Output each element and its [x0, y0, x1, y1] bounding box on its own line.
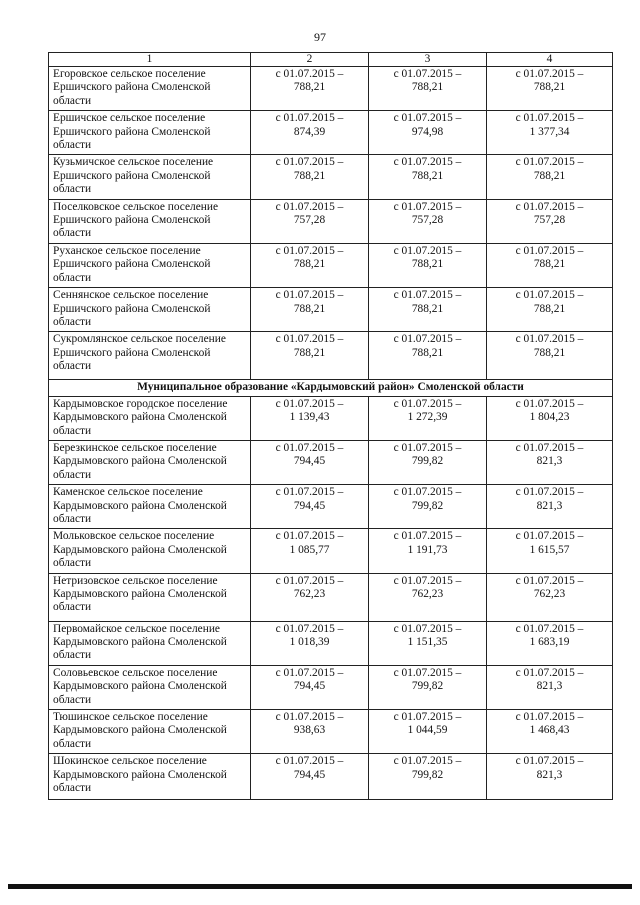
header-col-4: 4: [487, 53, 613, 67]
table-row: [49, 243, 613, 287]
tariff-cell-col-3: [369, 665, 487, 709]
tariff-value: 1 151,35: [407, 636, 448, 648]
settlement-name: Сукромлянское сельское поселение Ершичского района Смоленской области: [49, 332, 251, 380]
table-row: [49, 440, 613, 484]
table-row: [49, 529, 613, 573]
tariff-value: 1 272,39: [407, 411, 448, 424]
tariff-cell-col-4: [487, 199, 613, 243]
tariff-date: с 01.07.2015 –: [393, 333, 462, 346]
table-row: [49, 485, 613, 529]
tariff-value: 788,21: [411, 169, 444, 182]
tariff-value: 757,28: [533, 214, 566, 227]
tariff-cell-col-2: [251, 754, 369, 800]
tariff-value: 788,21: [293, 302, 326, 315]
tariff-cell-col-4: [487, 529, 613, 573]
tariff-value: 757,28: [411, 214, 444, 227]
tariff-date: с 01.07.2015 –: [275, 574, 344, 587]
tariff-cell-col-3: [369, 111, 487, 155]
tariff-value: 799,82: [411, 455, 444, 468]
tariff-cell-col-4: [487, 573, 613, 621]
settlement-name: Руханское сельское поселение Ершичского района Смоленской области: [49, 243, 251, 287]
tariff-cell-col-2: [251, 243, 369, 287]
table-row: [49, 155, 613, 199]
table-row: [49, 199, 613, 243]
tariff-date: с 01.07.2015 –: [393, 622, 462, 635]
tariff-value: 938,63: [293, 724, 326, 737]
settlement-name: Ершичское сельское поселение Ершичского района Смоленской области: [49, 111, 251, 155]
tariff-cell-col-3: [369, 396, 487, 440]
tariff-date: с 01.07.2015 –: [275, 68, 344, 80]
tariff-cell-col-3: [369, 332, 487, 380]
tariff-cell-col-4: [487, 155, 613, 199]
tariff-cell-col-4: [487, 111, 613, 155]
tariff-cell-col-4: [487, 67, 613, 111]
tariff-date: с 01.07.2015 –: [515, 68, 584, 80]
tariff-date: с 01.07.2015 –: [275, 333, 344, 346]
tariff-date: с 01.07.2015 –: [515, 333, 584, 346]
settlement-name: Березкинское сельское поселение Кардымовского района Смоленской области: [49, 440, 251, 484]
header-row: [49, 53, 613, 67]
tariff-value: 788,21: [411, 81, 444, 94]
tariff-value: 788,21: [293, 169, 326, 182]
header-col-1: 1: [49, 53, 251, 67]
tariff-cell-col-4: [487, 665, 613, 709]
tariff-value: 788,21: [533, 169, 566, 182]
tariff-value: 794,45: [293, 455, 326, 468]
tariff-date: с 01.07.2015 –: [275, 666, 344, 679]
tariff-cell-col-4: [487, 440, 613, 484]
tariff-value: 1 377,34: [529, 125, 570, 138]
tariff-date: с 01.07.2015 –: [393, 441, 462, 454]
tariff-cell-col-2: [251, 529, 369, 573]
tariff-value: 1 683,19: [529, 636, 570, 648]
tariff-value: 788,21: [533, 81, 566, 94]
tariff-cell-col-2: [251, 710, 369, 754]
tariff-date: с 01.07.2015 –: [275, 530, 344, 543]
tariff-date: с 01.07.2015 –: [393, 200, 462, 213]
tariff-value: 1 085,77: [289, 543, 330, 556]
table-row: [49, 67, 613, 111]
tariff-value: 788,21: [293, 81, 326, 94]
tariff-date: с 01.07.2015 –: [515, 486, 584, 499]
tariff-date: с 01.07.2015 –: [515, 755, 584, 768]
tariff-date: с 01.07.2015 –: [275, 711, 344, 724]
tariff-cell-col-3: [369, 573, 487, 621]
tariff-cell-col-2: [251, 288, 369, 332]
tariff-date: с 01.07.2015 –: [275, 200, 344, 213]
table-row: [49, 665, 613, 709]
tariff-cell-col-2: [251, 111, 369, 155]
tariff-value: 1 804,23: [529, 411, 570, 424]
tariff-value: 788,21: [533, 302, 566, 315]
settlement-name: Мольковское сельское поселение Кардымовского района Смоленской области: [49, 529, 251, 573]
tariff-date: с 01.07.2015 –: [515, 622, 584, 635]
tariff-date: с 01.07.2015 –: [393, 574, 462, 587]
tariff-cell-col-2: [251, 199, 369, 243]
tariff-date: с 01.07.2015 –: [515, 156, 584, 169]
tariff-cell-col-4: [487, 754, 613, 800]
settlement-name: Первомайское сельское поселение Кардымовского района Смоленской области: [49, 621, 251, 665]
tariff-value: 794,45: [293, 768, 326, 781]
tariff-date: с 01.07.2015 –: [515, 666, 584, 679]
settlement-name: Каменское сельское поселение Кардымовского района Смоленской области: [49, 485, 251, 529]
table-row: [49, 396, 613, 440]
tariff-value: 874,39: [293, 125, 326, 138]
tariff-cell-col-2: [251, 396, 369, 440]
bottom-rule: [8, 884, 632, 889]
tariff-date: с 01.07.2015 –: [515, 530, 584, 543]
tariff-date: с 01.07.2015 –: [393, 530, 462, 543]
tariff-date: с 01.07.2015 –: [515, 244, 584, 257]
table-row: [49, 111, 613, 155]
tariff-value: 1 468,43: [529, 724, 570, 737]
tariff-value: 788,21: [411, 302, 444, 315]
tariff-date: с 01.07.2015 –: [393, 289, 462, 302]
tariff-date: с 01.07.2015 –: [393, 112, 462, 125]
tariff-cell-col-3: [369, 67, 487, 111]
tariff-value: 821,3: [536, 680, 563, 693]
tariff-cell-col-3: [369, 485, 487, 529]
tariff-date: с 01.07.2015 –: [393, 68, 462, 80]
table-row: [49, 332, 613, 380]
tariff-value: 788,21: [533, 258, 566, 271]
tariff-date: с 01.07.2015 –: [275, 244, 344, 257]
tariff-value: 821,3: [536, 768, 563, 781]
tariff-value: 1 615,57: [529, 543, 570, 556]
settlement-name: Нетризовское сельское поселение Кардымовского района Смоленской области: [49, 573, 251, 621]
table-row: [49, 288, 613, 332]
tariff-cell-col-2: [251, 332, 369, 380]
tariff-cell-col-4: [487, 288, 613, 332]
tariff-date: с 01.07.2015 –: [275, 156, 344, 169]
tariff-cell-col-2: [251, 621, 369, 665]
tariff-cell-col-3: [369, 621, 487, 665]
tariff-value: 788,21: [533, 346, 566, 359]
tariff-value: 788,21: [411, 258, 444, 271]
tariff-cell-col-3: [369, 710, 487, 754]
tariff-cell-col-2: [251, 665, 369, 709]
settlement-name: Сеннянское сельское поселение Ершичского района Смоленской области: [49, 288, 251, 332]
tariff-date: с 01.07.2015 –: [393, 666, 462, 679]
tariff-date: с 01.07.2015 –: [515, 574, 584, 587]
tariff-value: 788,21: [411, 346, 444, 359]
tariff-value: 794,45: [293, 499, 326, 512]
tariff-cell-col-4: [487, 485, 613, 529]
tariff-value: 794,45: [293, 680, 326, 693]
tariff-date: с 01.07.2015 –: [515, 112, 584, 125]
tariff-cell-col-3: [369, 288, 487, 332]
tariff-value: 821,3: [536, 455, 563, 468]
tariff-value: 762,23: [293, 588, 326, 600]
tariff-value: 1 018,39: [289, 636, 330, 648]
table-row: [49, 573, 613, 621]
tariff-value: 821,3: [536, 499, 563, 512]
tariff-value: 788,21: [293, 258, 326, 271]
tariff-value: 762,23: [411, 588, 444, 600]
tariff-value: 1 191,73: [407, 543, 448, 556]
tariff-date: с 01.07.2015 –: [393, 244, 462, 257]
tariff-cell-col-2: [251, 155, 369, 199]
tariff-cell-col-3: [369, 199, 487, 243]
tariff-cell-col-3: [369, 243, 487, 287]
tariff-value: 799,82: [411, 680, 444, 693]
tariff-value: 762,23: [533, 588, 566, 600]
section-header-row: [49, 380, 613, 396]
tariff-cell-col-2: [251, 485, 369, 529]
tariff-date: с 01.07.2015 –: [393, 755, 462, 768]
tariff-date: с 01.07.2015 –: [393, 156, 462, 169]
tariff-value: 1 044,59: [407, 724, 448, 737]
tariff-value: 757,28: [293, 214, 326, 227]
tariff-cell-col-4: [487, 621, 613, 665]
tariff-date: с 01.07.2015 –: [275, 441, 344, 454]
tariff-cell-col-4: [487, 332, 613, 380]
settlement-name: Кардымовское городское поселение Кардымовского района Смоленской области: [49, 396, 251, 440]
settlement-name: Кузьмичское сельское поселение Ершичского района Смоленской области: [49, 155, 251, 199]
settlement-name: Соловьевское сельское поселение Кардымовского района Смоленской области: [49, 665, 251, 709]
settlement-name: Поселковское сельское поселение Ершичского района Смоленской области: [49, 199, 251, 243]
tariff-value: 799,82: [411, 768, 444, 781]
tariff-date: с 01.07.2015 –: [275, 755, 344, 768]
tariff-date: с 01.07.2015 –: [515, 711, 584, 724]
tariff-date: с 01.07.2015 –: [275, 112, 344, 125]
tariff-value: 1 139,43: [289, 411, 330, 424]
tariff-cell-col-3: [369, 440, 487, 484]
header-col-2: 2: [251, 53, 369, 67]
tariff-date: с 01.07.2015 –: [393, 397, 462, 410]
table-row: [49, 621, 613, 665]
tariff-value: 799,82: [411, 499, 444, 512]
tariff-cell-col-2: [251, 573, 369, 621]
tariff-value: 788,21: [293, 346, 326, 359]
tariff-table: [48, 52, 613, 800]
tariff-cell-col-4: [487, 243, 613, 287]
tariff-value: 974,98: [411, 125, 444, 138]
header-col-3: 3: [369, 53, 487, 67]
table-row: [49, 710, 613, 754]
tariff-cell-col-3: [369, 754, 487, 800]
tariff-date: с 01.07.2015 –: [275, 397, 344, 410]
tariff-date: с 01.07.2015 –: [393, 486, 462, 499]
tariff-date: с 01.07.2015 –: [275, 289, 344, 302]
table-row: [49, 754, 613, 800]
tariff-date: с 01.07.2015 –: [393, 711, 462, 724]
tariff-cell-col-3: [369, 529, 487, 573]
tariff-date: с 01.07.2015 –: [275, 486, 344, 499]
tariff-date: с 01.07.2015 –: [275, 622, 344, 635]
tariff-date: с 01.07.2015 –: [515, 397, 584, 410]
page-number: 97: [314, 30, 326, 44]
tariff-date: с 01.07.2015 –: [515, 289, 584, 302]
tariff-cell-col-3: [369, 155, 487, 199]
tariff-date: с 01.07.2015 –: [515, 441, 584, 454]
tariff-date: с 01.07.2015 –: [515, 200, 584, 213]
settlement-name: Шокинское сельское поселение Кардымовского района Смоленской области: [49, 754, 251, 800]
settlement-name: Егоровское сельское поселение Ершичского района Смоленской области: [49, 67, 251, 111]
tariff-cell-col-4: [487, 396, 613, 440]
tariff-cell-col-2: [251, 67, 369, 111]
section-title: Муниципальное образование «Кардымовский район» Смоленской области: [49, 380, 613, 396]
settlement-name: Тюшинское сельское поселение Кардымовского района Смоленской области: [49, 710, 251, 754]
tariff-cell-col-4: [487, 710, 613, 754]
tariff-cell-col-2: [251, 440, 369, 484]
